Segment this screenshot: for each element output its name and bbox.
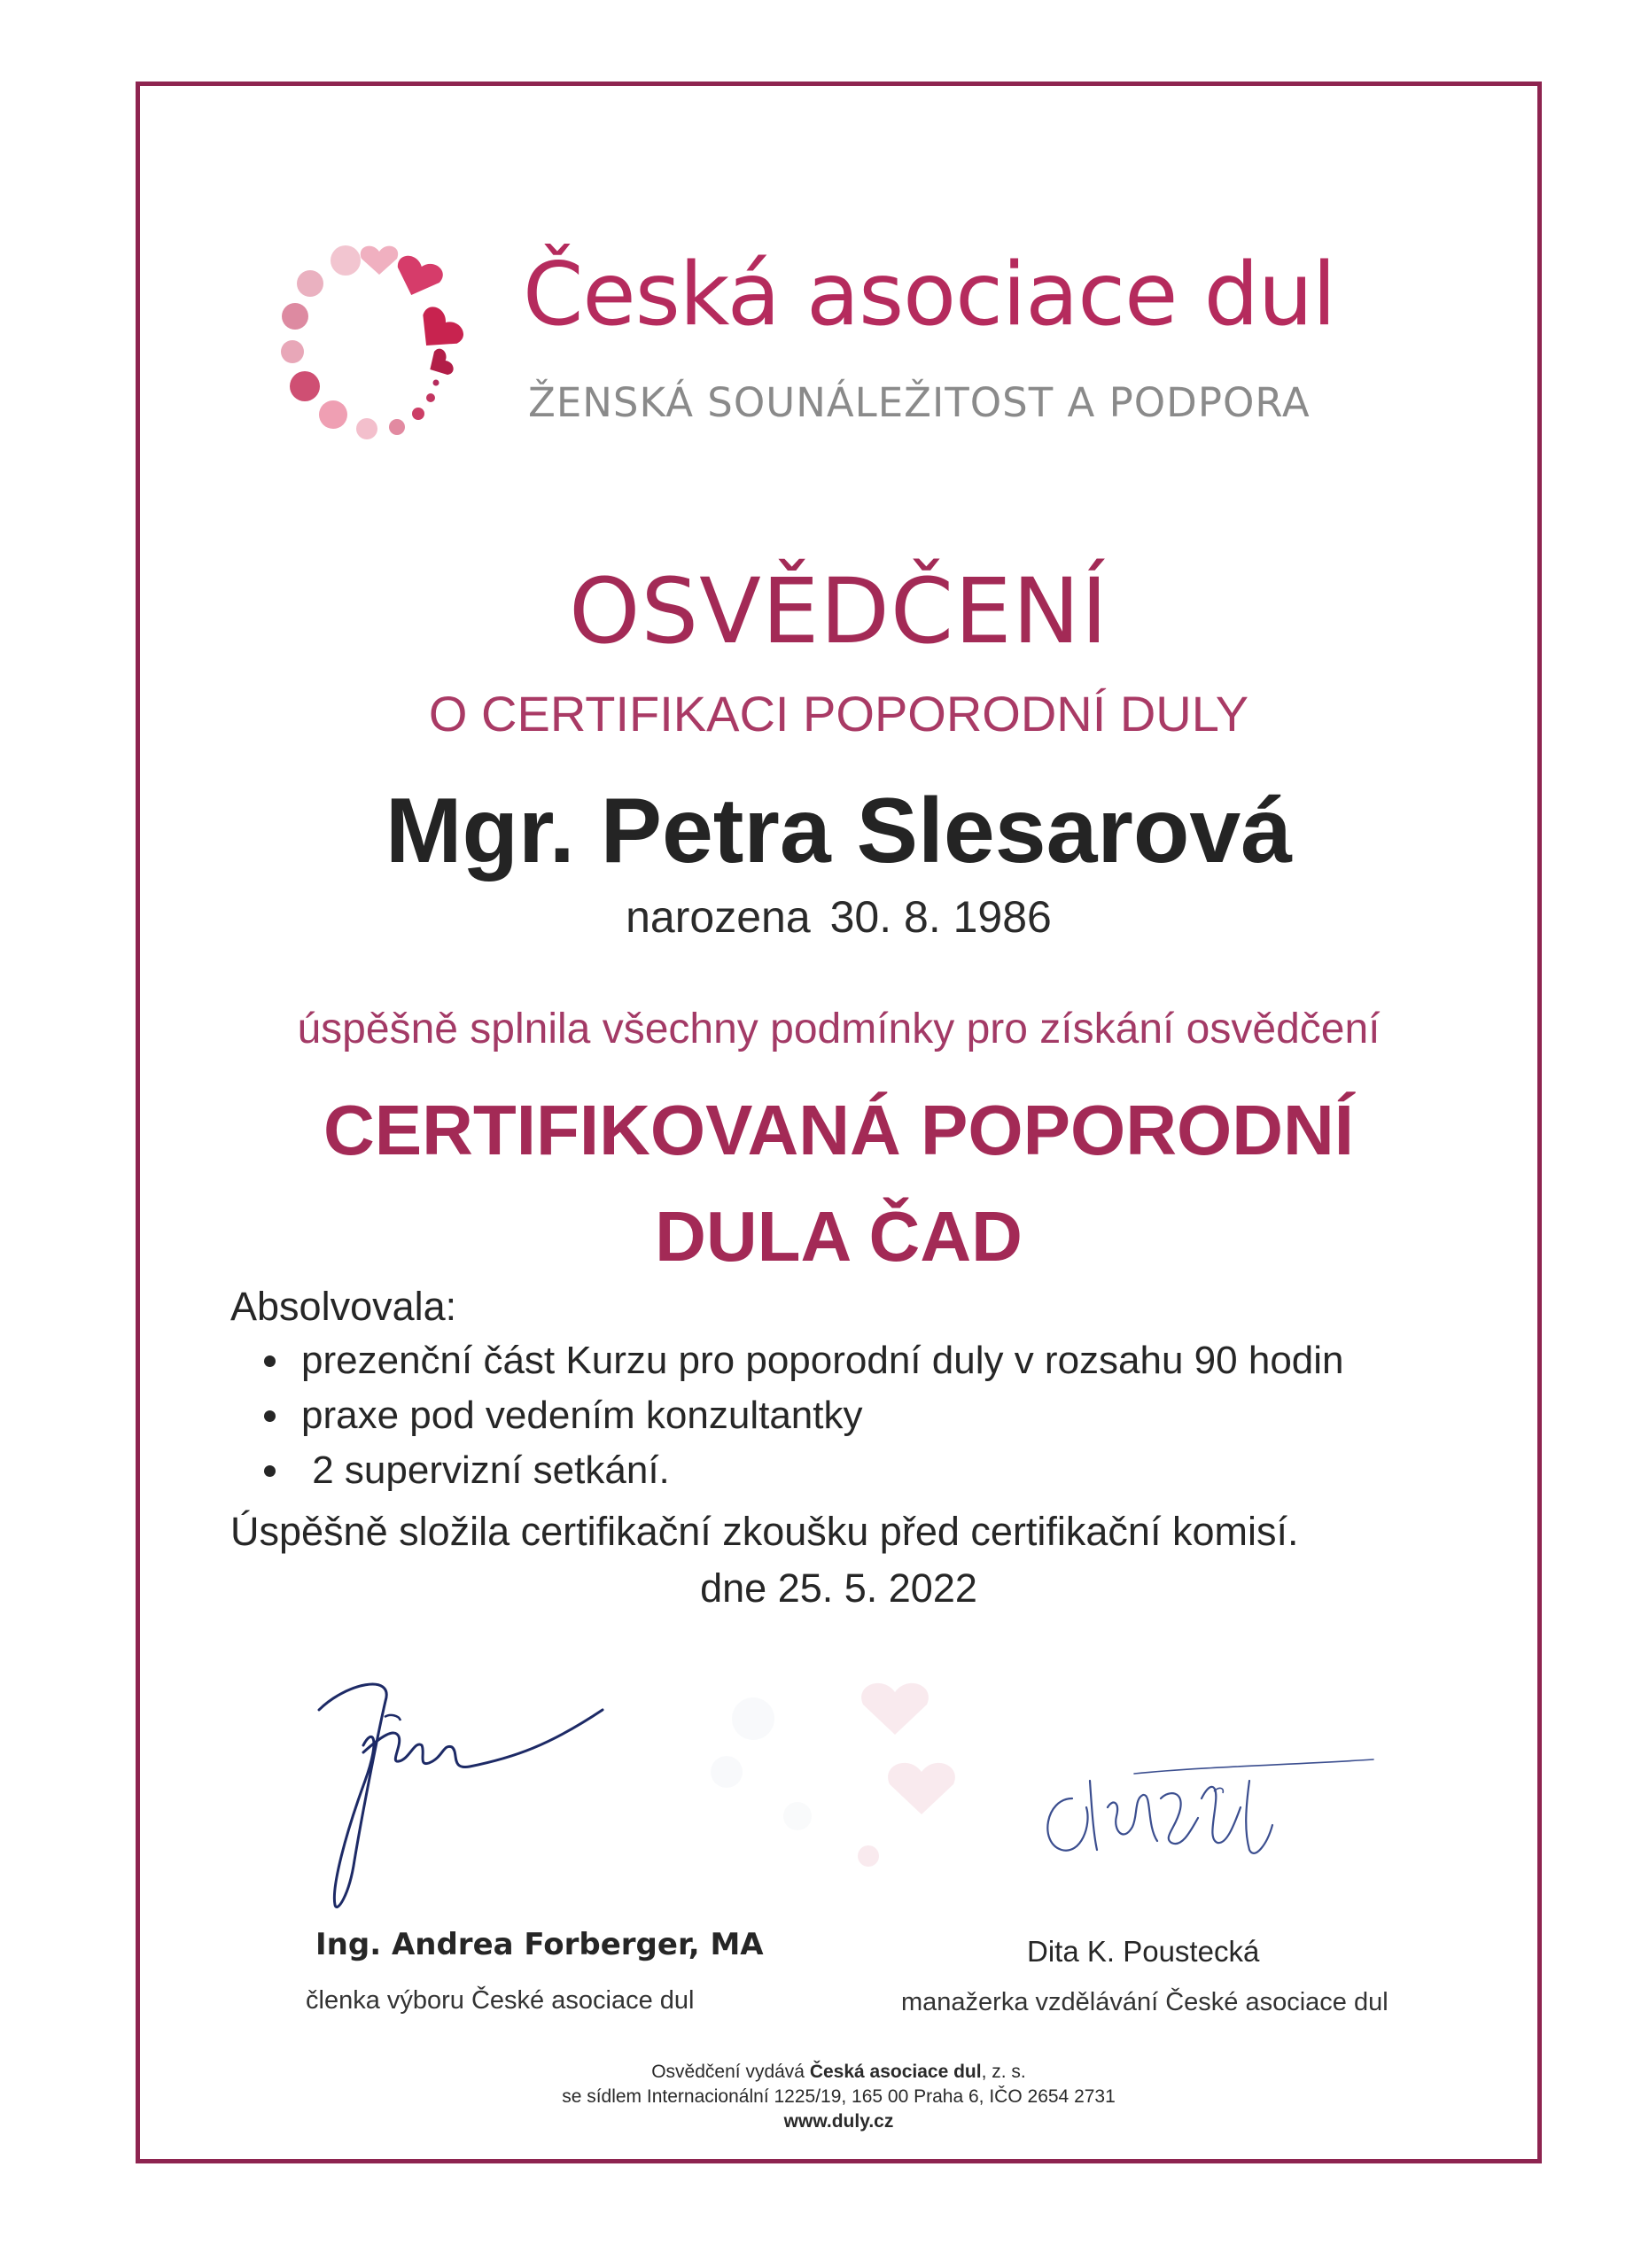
bullet-icon [264,1355,276,1367]
list-item-text: praxe pod vedením konzultantky [301,1394,863,1437]
footer-address: se sídlem Internacionální 1225/19, 165 00 Praha 6, IČO 2654 2731 [562,2086,1116,2107]
organization-logo [266,232,1400,454]
exam-statement: Úspěšně složila certifikační zkoušku před certifikační komisí. [230,1509,1299,1554]
born-label: narozena [626,892,811,942]
completed-list [257,1341,1344,1506]
holder-name: Mgr. Petra Slesarová [385,780,1293,882]
footer-website: www.duly.cz [783,2111,894,2132]
signatory-1-name: Ing. Andrea Forberger, MA [315,1927,764,1962]
signature-poustecka [1028,1745,1382,1878]
born-date: 30. 8. 1986 [829,892,1052,942]
list-item-text: prezenční část Kurzu pro poporodní duly v rozsahu 90 hodin [301,1339,1344,1382]
list-item [257,1451,1344,1506]
certification-title-line-2: DULA ČAD [655,1197,1023,1276]
signature-forberger [310,1674,611,1922]
footer-issued-suffix: , z. s. [981,2062,1026,2082]
list-item-text: 2 supervizní setkání. [301,1449,670,1492]
footer-issuer-name: Česká asociace dul [809,2062,982,2082]
certificate-title: OSVĚDČENÍ [569,559,1108,664]
signatory-2-name: Dita K. Poustecká [1027,1935,1260,1968]
certification-title-line-1: CERTIFIKOVANÁ POPORODNÍ [323,1091,1354,1169]
bullet-icon [264,1410,276,1422]
organization-tagline: ŽENSKÁ SOUNÁLEŽITOST A PODPORA [528,379,1311,426]
watermark-hearts-icon [691,1666,992,1931]
fulfilled-statement: úspěšně splnila všechny podmínky pro získání osvědčení [297,1006,1381,1052]
circle-of-hearts-icon [266,232,505,454]
signatory-1-role: členka výboru České asociace dul [306,1986,695,2015]
organization-name: Česká asociace dul [523,245,1336,346]
bullet-icon [264,1465,276,1477]
footer-issuer-line [136,2062,1542,2081]
footer-issued-prefix: Osvědčení vydává [651,2062,810,2082]
completed-label: Absolvovala: [230,1284,457,1329]
list-item [257,1396,1344,1451]
signatory-2-role: manažerka vzdělávání České asociace dul [901,1988,1388,2016]
list-item [257,1341,1344,1396]
certificate-subtitle: O CERTIFIKACI POPORODNÍ DULY [428,686,1249,742]
exam-date: dne 25. 5. 2022 [700,1565,977,1611]
holder-birth-line [136,892,1542,942]
